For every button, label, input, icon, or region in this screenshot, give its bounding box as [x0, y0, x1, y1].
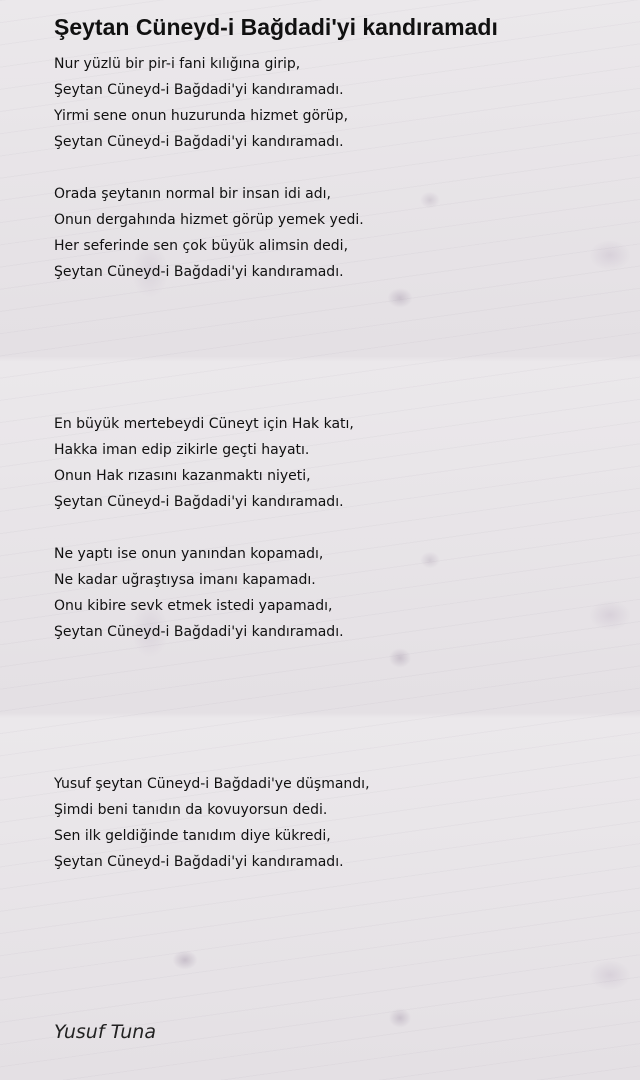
poem-line: Şeytan Cüneyd-i Bağdadi'yi kandıramadı. — [54, 82, 344, 98]
stanza — [54, 51, 348, 155]
poem-line: Onun dergahında hizmet görüp yemek yedi. — [54, 212, 364, 228]
poem-line: Şeytan Cüneyd-i Bağdadi'yi kandıramadı. — [54, 624, 344, 640]
poem-line: Yusuf şeytan Cüneyd-i Bağdadi'ye düşmandı, — [54, 776, 370, 792]
poem-line: Orada şeytanın normal bir insan idi adı, — [54, 186, 331, 202]
poem-line: Her seferinde sen çok büyük alimsin dedi, — [54, 238, 349, 254]
poem-line: En büyük mertebeydi Cüneyt için Hak katı, — [54, 416, 354, 432]
poem-line: Şeytan Cüneyd-i Bağdadi'yi kandıramadı. — [54, 854, 344, 870]
stanza — [54, 411, 354, 515]
poem-line: Sen ilk geldiğinde tanıdım diye kükredi, — [54, 828, 331, 844]
poem-line: Şeytan Cüneyd-i Bağdadi'yi kandıramadı. — [54, 134, 344, 150]
poem-line: Şimdi beni tanıdın da kovuyorsun dedi. — [54, 802, 328, 818]
poem-line: Yirmi sene onun huzurunda hizmet görüp, — [54, 108, 349, 124]
stanza — [54, 771, 370, 875]
poem-line: Ne kadar uğraştıysa imanı kapamadı. — [54, 572, 316, 588]
stanza — [54, 541, 344, 645]
poem-line: Ne yaptı ise onun yanından kopamadı, — [54, 546, 324, 562]
author-name: Yusuf Tuna — [54, 1021, 156, 1043]
poem-title: Şeytan Cüneyd-i Bağdadi'yi kandıramadı — [54, 14, 498, 40]
poem-line: Nur yüzlü bir pir-i fani kılığına girip, — [54, 56, 301, 72]
poem-line: Onu kibire sevk etmek istedi yapamadı, — [54, 598, 333, 614]
poem-line: Hakka iman edip zikirle geçti hayatı. — [54, 442, 310, 458]
stanza — [54, 181, 364, 285]
poem-line: Şeytan Cüneyd-i Bağdadi'yi kandıramadı. — [54, 494, 344, 510]
poem-line: Şeytan Cüneyd-i Bağdadi'yi kandıramadı. — [54, 264, 344, 280]
poem-line: Onun Hak rızasını kazanmaktı niyeti, — [54, 468, 311, 484]
